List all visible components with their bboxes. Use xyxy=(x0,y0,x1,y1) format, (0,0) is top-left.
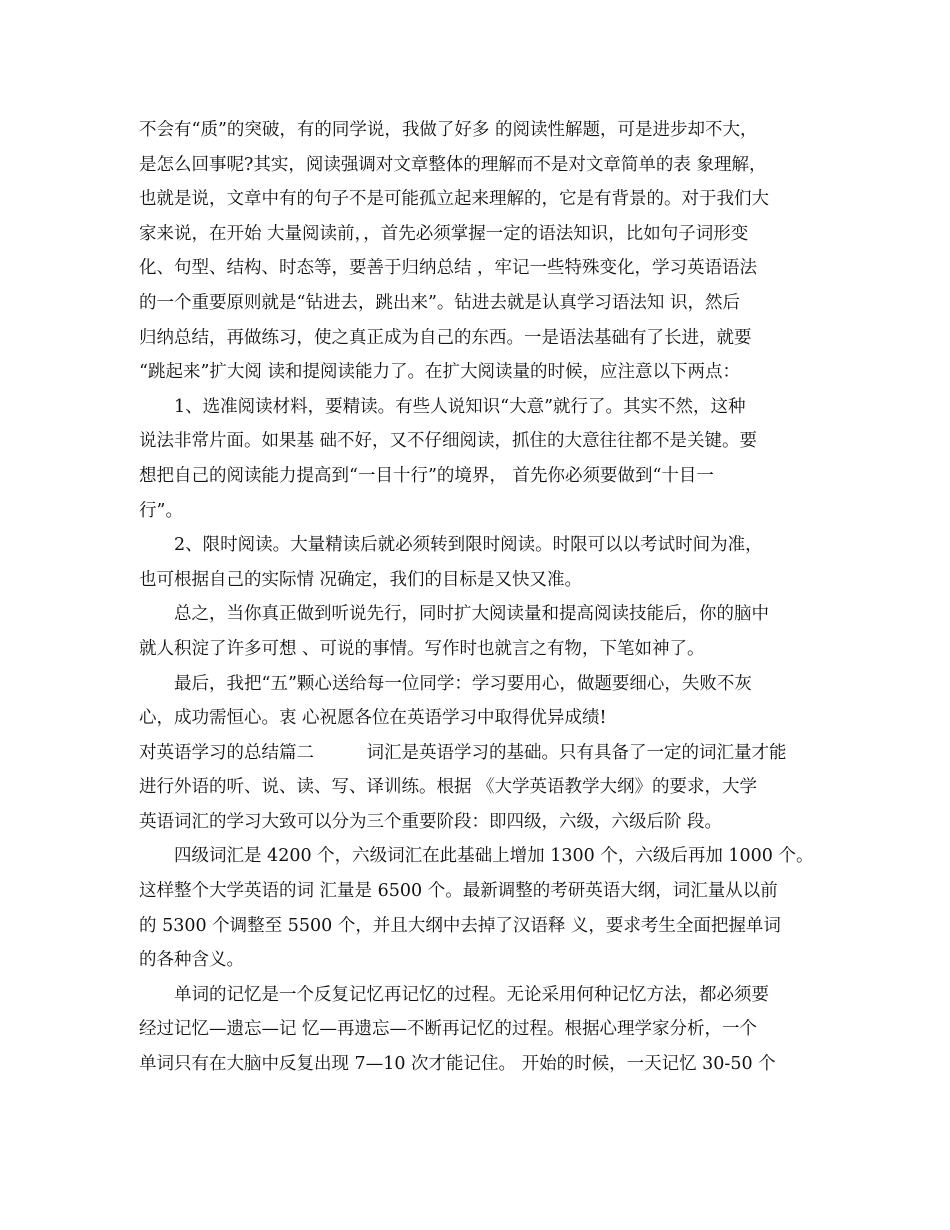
text-line: 也可根据自己的实际情 况确定，我们的目标是又快又准。 xyxy=(139,569,583,590)
text-line: 就人积淀了许多可想 、可说的事情。写作时也就言之有物，下笔如神了。 xyxy=(139,638,705,659)
text-line: 说法非常片面。如果基 础不好，又不仔细阅读，抓住的大意往往都不是关键。要 xyxy=(139,431,758,452)
text-line: 归纳总结，再做练习，使之真正成为自己的东西。一是语法基础有了长进，就要 xyxy=(139,327,752,348)
text-line: 这样整个大学英语的词 汇量是 6500 个。最新调整的考研英语大纲，词汇量从以前 xyxy=(139,881,778,902)
text-line: 心，成功需恒心。衷 心祝愿各位在英语学习中取得优异成绩! xyxy=(139,708,607,729)
text-line: 四级词汇是 4200 个，六级词汇在此基础上增加 1300 个，六级后再加 1000 个。 xyxy=(139,846,814,867)
text-line: 经过记忆—遗忘—记 忆—再遗忘—不断再记忆的过程。根据心理学家分析，一个 xyxy=(139,1019,758,1040)
text-line: 家来说，在开始 大量阅读前，，首先必须掌握一定的语法知识，比如句子词形变 xyxy=(139,223,749,244)
text-line: 单词的记忆是一个反复记忆再记忆的过程。无论采用何种记忆方法，都必须要 xyxy=(139,984,769,1005)
text-line: 是怎么回事呢?其实，阅读强调对文章整体的理解而不是对文章简单的表 象理解， xyxy=(139,154,767,175)
text-line: 的各种含义。 xyxy=(139,950,244,971)
text-line: 最后，我把“五”颗心送给每一位同学：学习要用心，做题要细心，失败不灰 xyxy=(139,673,752,694)
text-line: 也就是说，文章中有的句子不是可能孤立起来理解的，它是有背景的。对于我们大 xyxy=(139,189,769,210)
text-line: 1、选准阅读材料，要精读。有些人说知识“大意”就行了。其实不然，这种 xyxy=(139,396,746,417)
text-line: 不会有“质”的突破，有的同学说，我做了好多 的阅读性解题，可是进步却不大， xyxy=(139,120,758,140)
text-line: 英语词汇的学习大致可以分为三个重要阶段：即四级，六级，六级后阶 段。 xyxy=(139,811,723,832)
text-line: 2、限时阅读。大量精读后就必须转到限时阅读。时限可以以考试时间为准， xyxy=(139,535,763,556)
text-line: 化、句型、结构、时态等，要善于归纳总结 ，牢记一些特殊变化，学习英语语法 xyxy=(139,258,758,279)
text-line: 单词只有在大脑中反复出现 7—10 次才能记住。 开始的时候，一天记忆 30-50 个 xyxy=(139,1054,776,1075)
text-line: “跳起来”扩大阅 读和提阅读能力了。在扩大阅读量的时候，应注意以下两点： xyxy=(139,362,740,383)
section-heading-line: 对英语学习的总结篇二 词汇是英语学习的基础。只有具备了一定的词汇量才能 xyxy=(139,742,787,763)
text-line: 行”。 xyxy=(139,500,183,521)
text-line: 进行外语的听、说、读、写、译训练。根据 《大学英语教学大纲》的要求，大学 xyxy=(139,777,758,798)
text-line: 的 5300 个调整至 5500 个，并且大纲中去掉了汉语释 义，要求考生全面把握单词 xyxy=(139,915,781,936)
text-line: 总之，当你真正做到听说先行，同时扩大阅读量和提高阅读技能后，你的脑中 xyxy=(139,604,769,625)
text-line: 的一个重要原则就是“钻进去，跳出来”。钻进去就是认真学习语法知 识，然后 xyxy=(139,292,740,313)
text-line: 想把自己的阅读能力提高到“一目十行”的境界， 首先你必须要做到“十目一 xyxy=(139,465,714,486)
document-body xyxy=(139,113,822,1082)
